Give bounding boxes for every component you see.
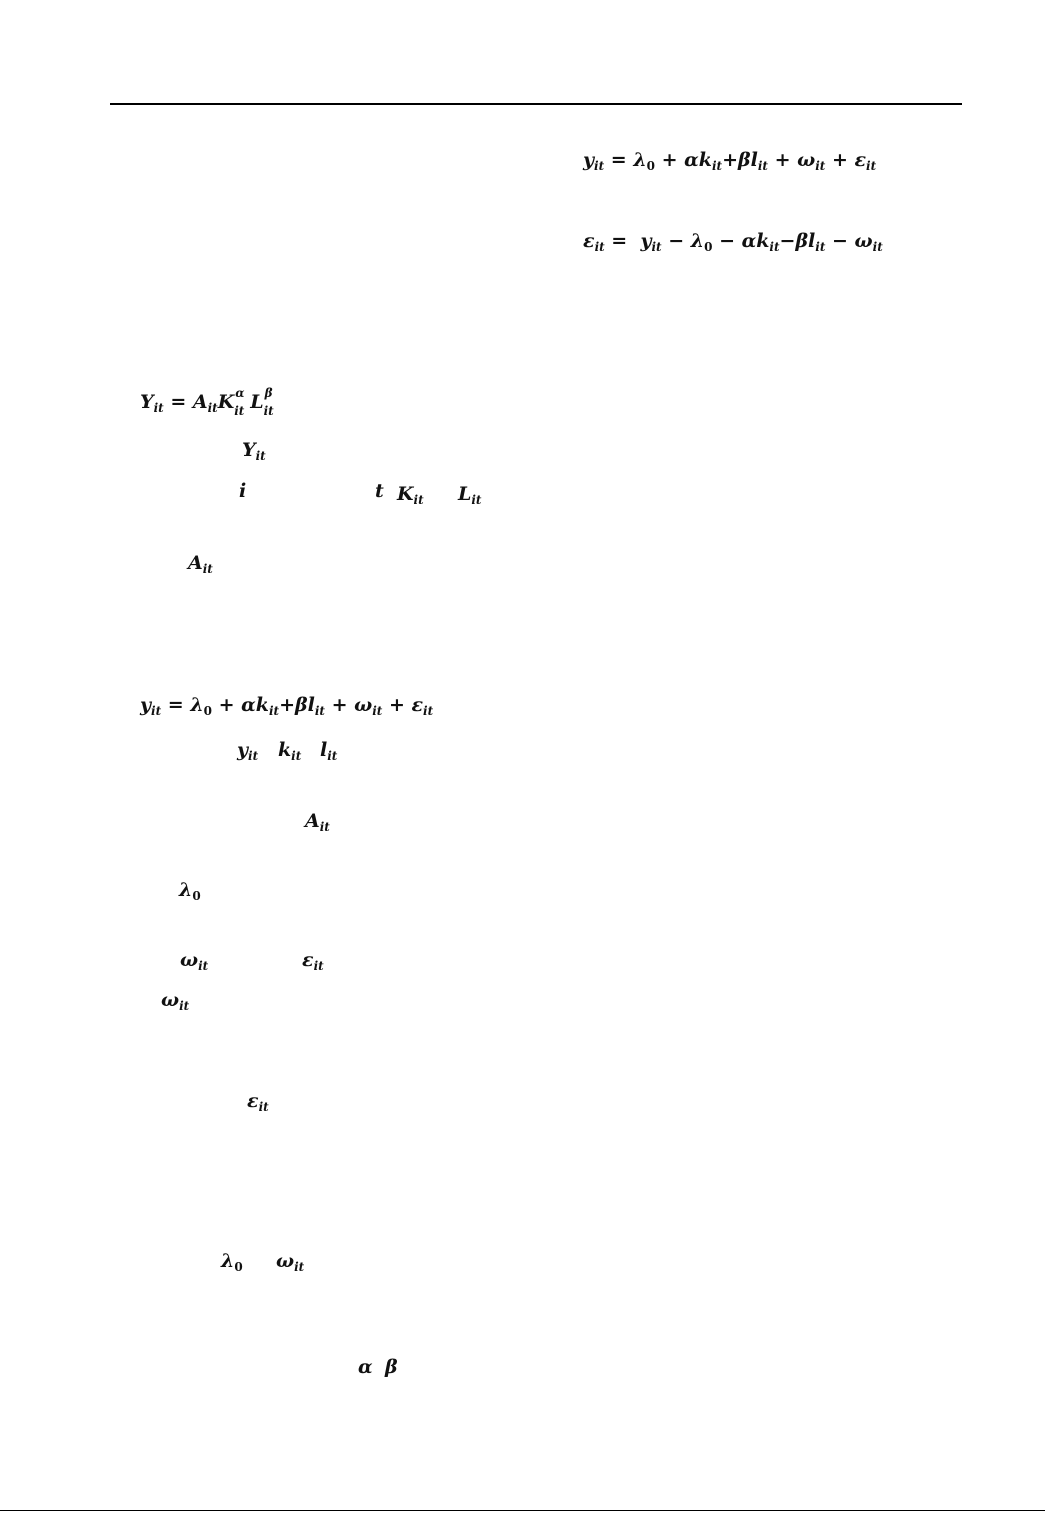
- symbol-lambda-0-2: $\lambda_0$: [221, 1250, 243, 1274]
- symbol-l: $l_{it}$: [320, 739, 338, 763]
- symbol-y: $y_{it}$: [237, 739, 259, 763]
- symbol-beta: β: [385, 1356, 398, 1378]
- symbol-omega-2: $\omega_{it}$: [161, 989, 190, 1013]
- equation-log-form: $y_{it} = \lambda_0 + \alpha k_{it}+\beta l_{it} + \omega_{it} + \varepsilon_{it}$: [140, 694, 434, 718]
- symbol-epsilon: $\varepsilon_{it}$: [302, 949, 324, 973]
- symbol-alpha: α: [358, 1356, 373, 1378]
- symbol-omega-3: $\omega_{it}$: [276, 1250, 305, 1274]
- symbol-A-2: $A_{it}$: [305, 810, 330, 834]
- symbol-k: $k_{it}$: [278, 739, 302, 763]
- symbol-Y: $Y_{it}$: [242, 439, 266, 463]
- symbol-omega: $\omega_{it}$: [180, 949, 209, 973]
- symbol-t: t: [375, 480, 384, 502]
- symbol-i: i: [239, 480, 247, 502]
- symbol-epsilon-2: $\varepsilon_{it}$: [247, 1090, 269, 1114]
- symbol-lambda-0: $\lambda_0$: [179, 879, 201, 903]
- symbol-L: $L_{it}$: [458, 483, 482, 507]
- equation-top-1: $y_{it} = \lambda_0 + \alpha k_{it}+\beta l_{it} + \omega_{it} + \varepsilon_{it}$: [583, 149, 877, 173]
- equation-top-2: $\varepsilon_{it} = y_{it} - \lambda_0 - \alpha k_{it}-\beta l_{it} - \omega_{it}$: [583, 230, 883, 254]
- symbol-K: $K_{it}$: [397, 483, 424, 507]
- header-rule: [110, 103, 962, 105]
- equation-cobb-douglas: $Y_{it} = A_{it}K$ α it L β it: [140, 386, 274, 418]
- footer-rule: [0, 1510, 1045, 1511]
- symbol-A: $A_{it}$: [188, 552, 213, 576]
